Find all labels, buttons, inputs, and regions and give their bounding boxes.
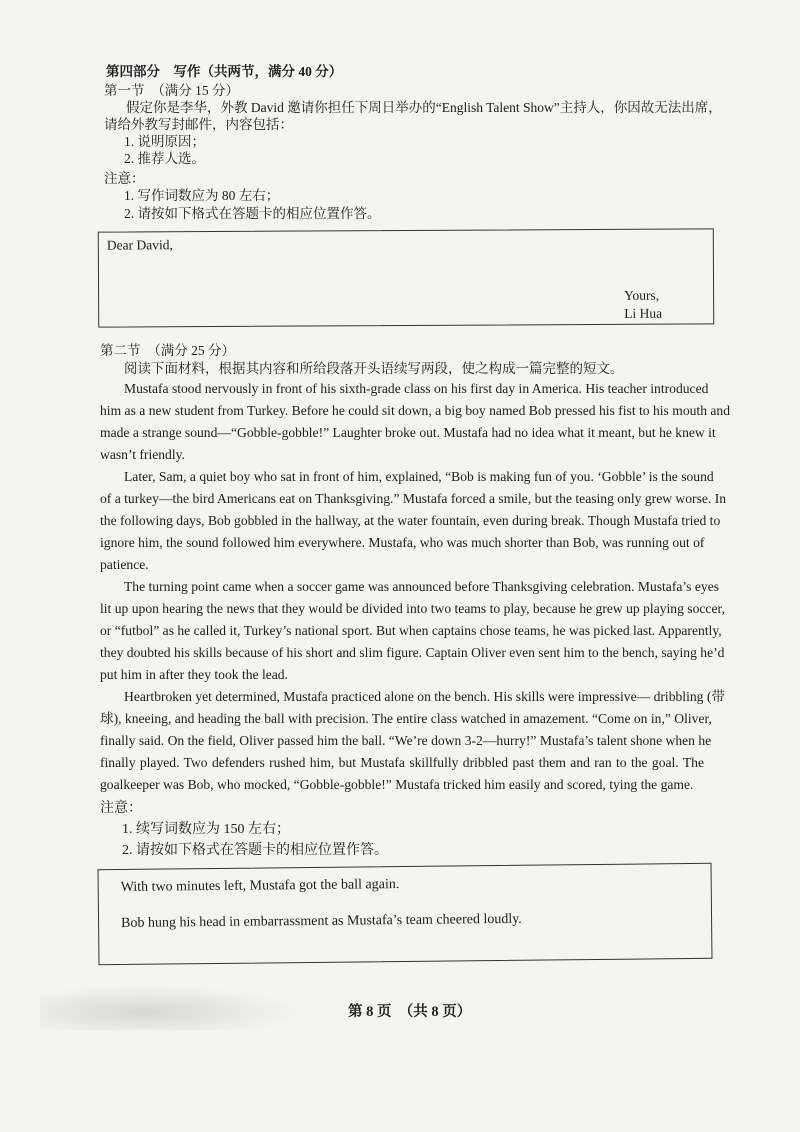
passage-line: made a strange sound—“Gobble-gobble!” Laughter broke out. Mustafa had no idea what it meant, but he knew it	[100, 425, 716, 440]
passage-line: goalkeeper was Bob, who mocked, “Gobble-gobble!” Mustafa tricked him easily and scored, tying the game.	[100, 777, 694, 792]
passage-line: lit up upon hearing the news that they would be divided into two teams to play, because he grew up playing soccer,	[100, 601, 725, 616]
section2-note: 1. 续写词数应为 150 左右；	[122, 822, 290, 837]
passage-line: Later, Sam, a quiet boy who sat in front of him, explained, “Bob is making fun of you. ‘Gobble’ is the sound	[124, 469, 714, 484]
passage-line: the following days, Bob gobbled in the hallway, at the water fountain, even during break. Though Mustafa tried to	[100, 513, 721, 528]
passage-line: put him in after they took the lead.	[100, 667, 288, 682]
passage-line: finally played. Two defenders rushed him, but Mustafa skillfully dribbled past them and ran to the goal. The	[100, 755, 704, 770]
section2-heading: 第二节 （满分 25 分）	[100, 343, 235, 358]
passage-line: Mustafa stood nervously in front of his sixth-grade class on his first day in America. His teacher introduced	[124, 381, 709, 396]
section2-instruction: 阅读下面材料，根据其内容和所给段落开头语续写两段，使之构成一篇完整的短文。	[124, 361, 624, 376]
section1-item: 1. 说明原因；	[124, 134, 205, 149]
passage-line: 球), kneeing, and heading the ball with precision. The entire class watched in amazement. “Come on in,” Oliver,	[100, 711, 712, 726]
passage-line: The turning point came when a soccer game was announced before Thanksgiving celebration. Mustafa’s eyes	[124, 579, 720, 594]
section2-answer-box	[98, 863, 713, 965]
section2-notes-label: 注意：	[100, 801, 142, 816]
scan-smudge	[40, 985, 300, 1030]
section1-notes-label: 注意：	[104, 171, 145, 186]
passage-line: Heartbroken yet determined, Mustafa practiced alone on the bench. His skills were impressive— dribbling (带	[124, 689, 725, 704]
section1-note: 1. 写作词数应为 80 左右；	[124, 188, 280, 203]
passage-line: patience.	[100, 557, 149, 572]
passage-line: of a turkey—the bird Americans eat on Thanksgiving.” Mustafa forced a smile, but the teasing only grew worse. In	[100, 491, 727, 506]
section1-note: 2. 请按如下格式在答题卡的相应位置作答。	[124, 206, 381, 221]
closing: Yours,	[624, 287, 660, 303]
passage-paragraph-2	[100, 466, 727, 576]
section1-item: 2. 推荐人选。	[124, 151, 205, 166]
passage-paragraph-4	[100, 686, 725, 796]
page-number: 第 8 页 （共 8 页）	[348, 1004, 472, 1020]
passage-paragraph-3	[100, 576, 725, 686]
passage-paragraph-1	[100, 378, 731, 466]
passage-line: him as a new student from Turkey. Before he could sit down, a big boy named Bob pressed his fist to his mouth and	[100, 403, 731, 418]
greeting: Dear David,	[106, 237, 173, 253]
passage-line: or “futbol” as he called it, Turkey’s national sport. But when captains chose teams, he was picked last. Apparently,	[100, 623, 722, 638]
section2-note: 2. 请按如下格式在答题卡的相应位置作答。	[122, 843, 388, 858]
part-title: 第四部分 写作（共两节，满分 40 分）	[106, 64, 343, 79]
passage-line: they doubted his skills because of his short and slim figure. Captain Oliver even sent him to the bench, saying he’d	[100, 645, 725, 660]
continuation-opening-2: Bob hung his head in embarrassment as Mustafa’s team cheered loudly.	[121, 911, 522, 931]
section1-prompt-line2: 请给外教写封邮件，内容包括：	[104, 117, 293, 132]
passage-line: finally said. On the field, Oliver passed him the ball. “We’re down 3-2—hurry!” Mustafa’s talent shone when he	[100, 733, 712, 748]
continuation-opening-1: With two minutes left, Mustafa got the ball again.	[120, 877, 400, 895]
section1-answer-box	[98, 228, 714, 327]
section1-prompt-line1: 假定你是李华，外教 David 邀请你担任下周日举办的“English Talent Show”主持人，你因故无法出席，	[126, 100, 722, 115]
passage-line: wasn’t friendly.	[100, 447, 185, 462]
passage-line: ignore him, the sound followed him everywhere. Mustafa, who was much shorter than Bob, was running out of	[100, 535, 705, 550]
signature: Li Hua	[624, 305, 663, 321]
section1-heading: 第一节 （满分 15 分）	[104, 83, 239, 98]
passage	[100, 378, 731, 796]
